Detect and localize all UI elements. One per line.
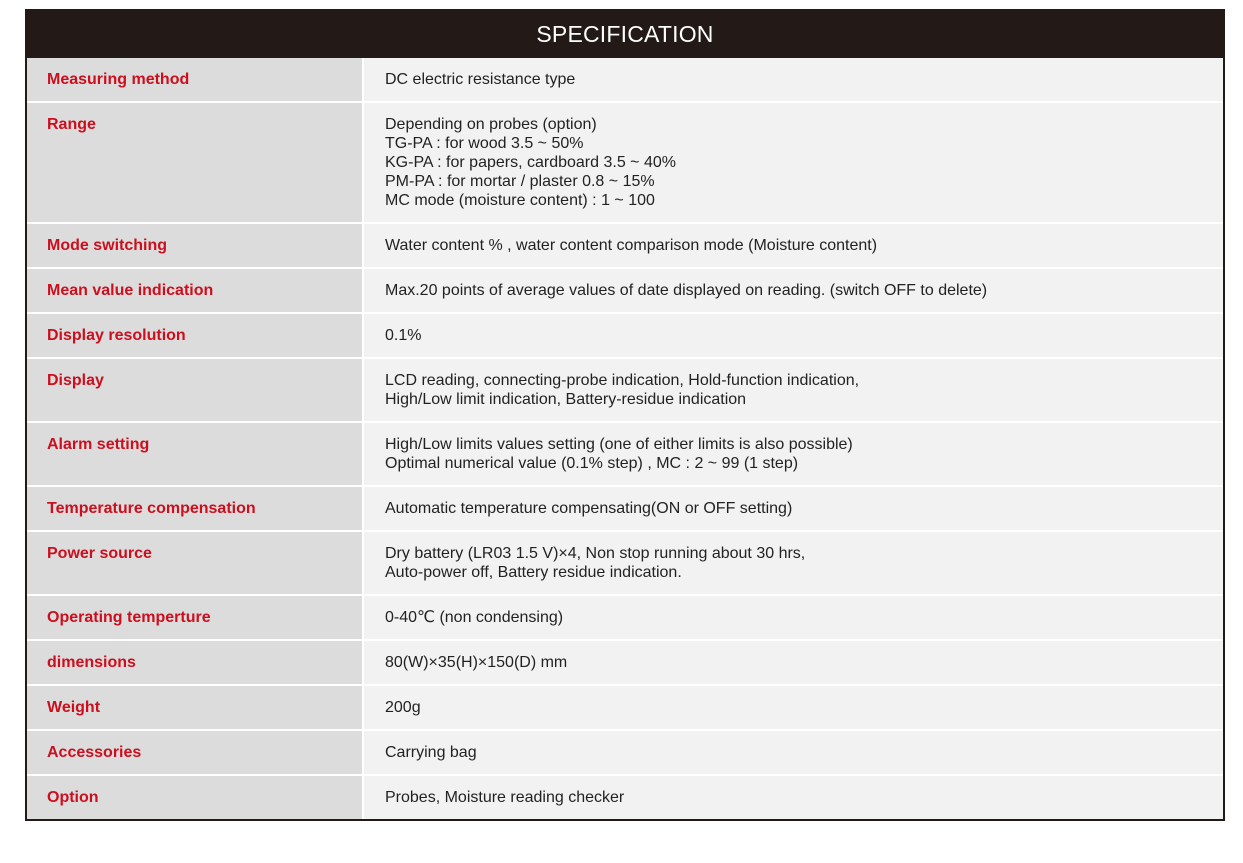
- table-row: [27, 684, 1223, 729]
- spec-label: Temperature compensation: [27, 487, 362, 530]
- spec-label: Measuring method: [27, 58, 362, 101]
- table-row: [27, 594, 1223, 639]
- spec-value-line: 0.1%: [385, 327, 422, 344]
- spec-label: Range: [27, 103, 362, 222]
- spec-value-line: PM-PA : for mortar / plaster 0.8 ~ 15%: [385, 173, 655, 190]
- spec-value-line: Max.20 points of average values of date displayed on reading. (switch OFF to delete): [385, 282, 988, 299]
- spec-value: [364, 423, 1223, 485]
- spec-label: Display: [27, 359, 362, 421]
- specification-table: [25, 9, 1225, 821]
- spec-value-line: Probes, Moisture reading checker: [385, 789, 625, 806]
- spec-value: [364, 359, 1223, 421]
- spec-label: Display resolution: [27, 314, 362, 357]
- spec-value: [364, 596, 1223, 639]
- spec-value: [364, 224, 1223, 267]
- spec-value-line: Optimal numerical value (0.1% step) , MC : 2 ~ 99 (1 step): [385, 455, 799, 472]
- spec-label: Option: [27, 776, 362, 819]
- table-row: [27, 58, 1223, 101]
- spec-value: [364, 641, 1223, 684]
- spec-value-line: MC mode (moisture content) : 1 ~ 100: [385, 192, 655, 209]
- spec-label: Mean value indication: [27, 269, 362, 312]
- table-row: [27, 267, 1223, 312]
- spec-label: dimensions: [27, 641, 362, 684]
- table-row: [27, 774, 1223, 819]
- spec-value-line: DC electric resistance type: [385, 71, 576, 88]
- spec-value-line: TG-PA : for wood 3.5 ~ 50%: [385, 135, 584, 152]
- spec-value-line: High/Low limit indication, Battery-residue indication: [385, 391, 747, 408]
- table-row: [27, 357, 1223, 421]
- table-row: [27, 421, 1223, 485]
- spec-value-line: Water content % , water content comparison mode (Moisture content): [385, 237, 878, 254]
- spec-label: Power source: [27, 532, 362, 594]
- spec-value: [364, 58, 1223, 101]
- table-row: [27, 312, 1223, 357]
- spec-rows: [27, 58, 1223, 819]
- table-title: SPECIFICATION: [27, 11, 1223, 58]
- spec-value: [364, 487, 1223, 530]
- spec-value: [364, 314, 1223, 357]
- spec-value-line: Auto-power off, Battery residue indication.: [385, 564, 682, 581]
- spec-value-line: 80(W)×35(H)×150(D) mm: [385, 654, 568, 671]
- spec-value-line: Dry battery (LR03 1.5 V)×4, Non stop running about 30 hrs,: [385, 545, 806, 562]
- table-row: [27, 530, 1223, 594]
- spec-value: [364, 731, 1223, 774]
- spec-value: [364, 776, 1223, 819]
- spec-value-line: 0-40℃ (non condensing): [385, 609, 564, 626]
- spec-label: Mode switching: [27, 224, 362, 267]
- spec-value-line: Automatic temperature compensating(ON or OFF setting): [385, 500, 793, 517]
- spec-label: Alarm setting: [27, 423, 362, 485]
- table-row: [27, 639, 1223, 684]
- table-row: [27, 485, 1223, 530]
- spec-label: Accessories: [27, 731, 362, 774]
- spec-value-line: High/Low limits values setting (one of either limits is also possible): [385, 436, 853, 453]
- spec-label: Weight: [27, 686, 362, 729]
- spec-value-line: 200g: [385, 699, 421, 716]
- table-row: [27, 101, 1223, 222]
- table-row: [27, 729, 1223, 774]
- table-row: [27, 222, 1223, 267]
- spec-value: [364, 686, 1223, 729]
- spec-value: [364, 103, 1223, 222]
- spec-value-line: KG-PA : for papers, cardboard 3.5 ~ 40%: [385, 154, 676, 171]
- spec-label: Operating temperture: [27, 596, 362, 639]
- spec-value-line: Depending on probes (option): [385, 116, 597, 133]
- spec-value-line: LCD reading, connecting-probe indication, Hold-function indication,: [385, 372, 860, 389]
- spec-value: [364, 269, 1223, 312]
- spec-value-line: Carrying bag: [385, 744, 477, 761]
- spec-value: [364, 532, 1223, 594]
